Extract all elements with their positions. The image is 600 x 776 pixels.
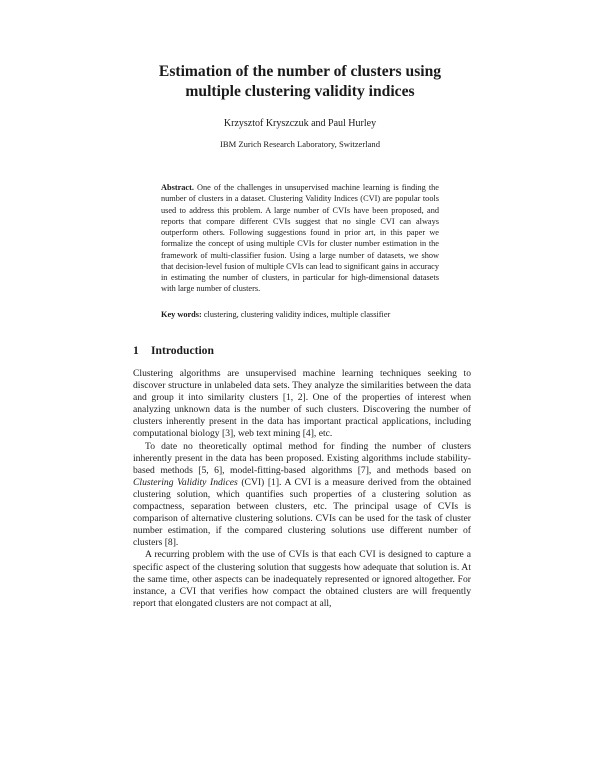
keywords-text: clustering, clustering validity indices, multiple classifier bbox=[203, 310, 391, 319]
keywords bbox=[161, 309, 451, 320]
title-line-1: Estimation of the number of clusters using bbox=[158, 63, 442, 80]
title-line-2: multiple clustering validity indices bbox=[185, 83, 415, 100]
keywords-label: Key words: bbox=[161, 310, 202, 319]
abstract-text: One of the challenges in unsupervised machine learning is finding the number of clusters in a dataset. Clustering Validity Indices (CVI) are popular tools used to address this problem. A large number of CVIs have been proposed, and reports that compare different CVIs suggest that no single CVI can always outperform others. Following suggestions found in prior art, in this paper we formalize the concept of using multiple CVIs for cluster number estimation in the framework of multi-classifier fusion. Using a large number of datasets, we show that decision-level fusion of multiple CVIs can lead to significant gains in accuracy in estimating the number of clusters, in particular for high-dimensional datasets with large number of clusters. bbox=[161, 183, 439, 294]
abstract bbox=[161, 182, 439, 295]
paragraph-2 bbox=[133, 441, 471, 550]
section-number: 1 bbox=[133, 344, 139, 357]
abstract-label: Abstract. bbox=[161, 183, 194, 192]
paragraph-3: A recurring problem with the use of CVIs is that each CVI is designed to capture a specific aspect of the clustering solution that suggests how adequate that solution is. At the same time, other aspects can be inadequately represented or ignored altogether. For instance, a CVI that verifies how compact the obtained clusters are will frequently report that elongated clusters are not compact at all, bbox=[133, 549, 471, 609]
paragraph-2-emphasis: Clustering Validity Indices bbox=[133, 476, 238, 488]
paragraph-2-part-b: (CVI) [1]. A CVI is a measure derived from the obtained clustering solution, which quantifies such properties of a clustering solution as compactness, separation between clusters, etc. The principal usage of CVIs is comparison of alternative clustering solutions. CVIs can be used for the task of cluster number estimation, if the compared clustering solutions use different number of clusters [8]. bbox=[133, 476, 472, 549]
section-title: Introduction bbox=[151, 344, 214, 357]
authors: Krzysztof Kryszczuk and Paul Hurley bbox=[223, 118, 377, 129]
body-text bbox=[133, 368, 471, 610]
affiliation: IBM Zurich Research Laboratory, Switzerland bbox=[219, 139, 381, 149]
section-heading bbox=[133, 344, 214, 358]
paragraph-2-part-a: To date no theoretically optimal method for finding the number of clusters inherently present in the data has been proposed. Existing algorithms include stability-based methods [5, 6], model-fitting-based algorithms [7], and methods based on bbox=[133, 440, 471, 476]
paragraph-1: Clustering algorithms are unsupervised machine learning techniques seeking to discover structure in unlabeled data sets. They analyze the similarities between the data and group it into similarity clusters [1, 2]. One of the properties of interest when analyzing unknown data is the number of such clusters. Discovering the number of clusters inherently present in the data has important practical applications, including computational biology [3], web text mining [4], etc. bbox=[133, 368, 471, 440]
paper-title bbox=[0, 62, 600, 102]
